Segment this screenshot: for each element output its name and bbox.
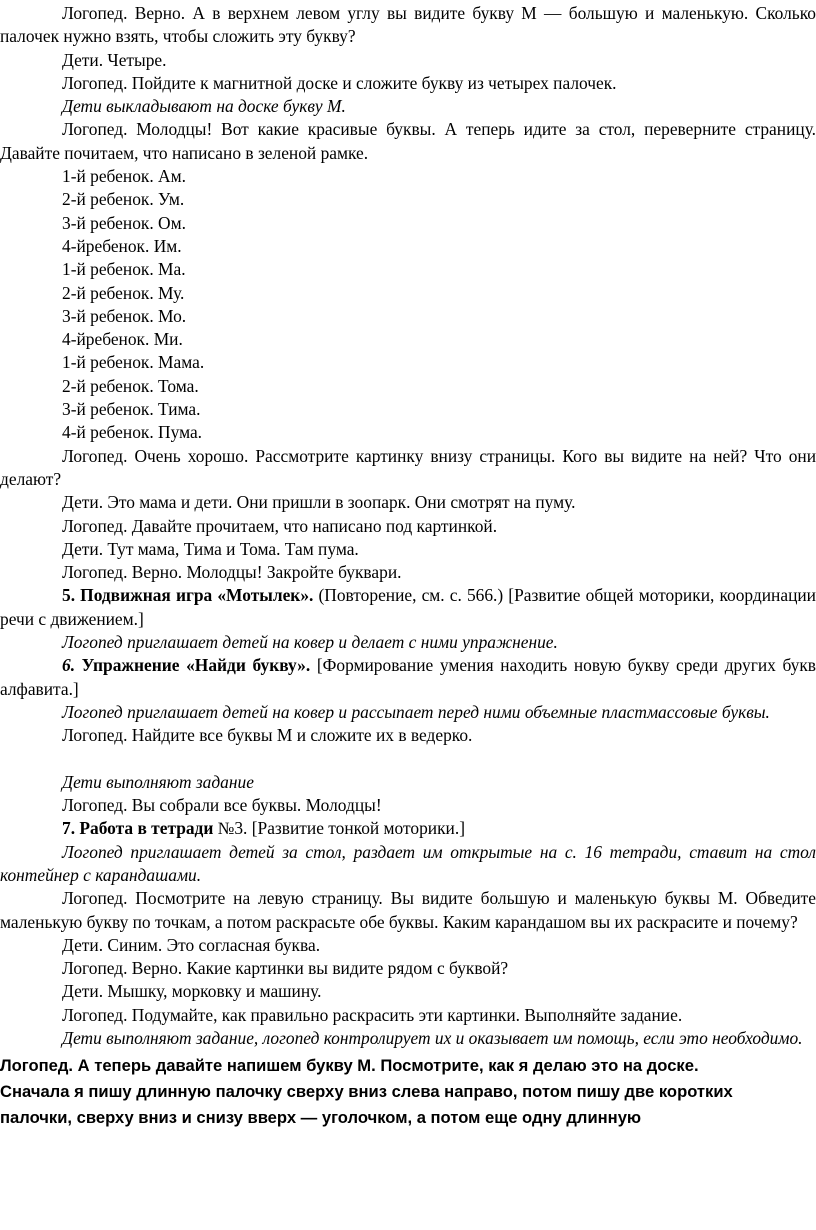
reading-line: 4-й ребенок. Пума.	[62, 422, 203, 443]
paragraph: Дети. Мышку, морковку и машину.	[62, 981, 322, 1002]
stage-direction: Логопед приглашает детей на ковер и рассыпает перед ними объемные пластмассовые буквы.	[62, 701, 770, 722]
section-5-heading: 5. Подвижная игра «Мотылек».	[62, 585, 314, 606]
section-6-heading: Упражнение «Найди букву».	[75, 655, 311, 676]
paragraph: Логопед. Очень хорошо. Рассмотрите картинку внизу страницы. Кого вы видите на ней? Что они делают?	[0, 445, 816, 489]
final-line: Сначала я пишу длинную палочку сверху вниз слева направо, потом пишу две коротких	[0, 1082, 733, 1102]
section-5	[0, 584, 816, 631]
section-7-heading: 7. Работа в тетради	[62, 818, 214, 839]
reading-line: 1-й ребенок. Мама.	[62, 352, 205, 373]
section-7-text: . [Развитие тонкой моторики.]	[243, 818, 465, 839]
section-6	[0, 654, 816, 701]
reading-line: 4-йребенок. Ми.	[62, 329, 183, 350]
document-page	[0, 2, 816, 1130]
reading-line: 2-й ребенок. Ум.	[62, 189, 185, 210]
paragraph: Логопед. Пойдите к магнитной доске и сложите букву из четырех палочек.	[62, 72, 617, 93]
section-7	[0, 817, 816, 840]
section-6-text: [Формирование умения находить новую букву среди других букв алфавита.]	[0, 655, 816, 699]
stage-direction: Логопед приглашает детей за стол, раздает им открытые на с. 16 тетради, ставит на стол контейнер с карандашами.	[0, 841, 816, 885]
stage-direction: Дети выкладывают на доске букву М.	[62, 96, 346, 117]
paragraph: Логопед. Найдите все буквы М и сложите их в ведерко.	[62, 725, 473, 746]
section-6-number: 6.	[62, 655, 76, 676]
paragraph: Логопед. Давайте прочитаем, что написано под картинкой.	[62, 515, 498, 536]
reading-line: 3-й ребенок. Ом.	[62, 212, 186, 233]
paragraph: Логопед. Молодцы! Вот какие красивые буквы. А теперь идите за стол, переверните страницу. Давайте почитаем, что написано в зеленой рамке.	[0, 119, 816, 163]
reading-line: 2-й ребенок. Тома.	[62, 375, 199, 396]
paragraph: Логопед. Подумайте, как правильно раскрасить эти картинки. Выполняйте задание.	[62, 1004, 683, 1025]
final-line: палочки, сверху вниз и снизу вверх — уголочком, а потом еще одну длинную	[0, 1107, 642, 1127]
reading-line: 1-й ребенок. Ма.	[62, 259, 186, 280]
paragraph: Логопед. Вы собрали все буквы. Молодцы!	[62, 795, 382, 816]
section-7-number: №3	[213, 818, 244, 839]
final-paragraph	[0, 1053, 816, 1130]
paragraph: Логопед. Верно. А в верхнем левом углу вы видите букву М — большую и маленькую. Сколько палочек нужно взять, чтобы сложить эту букву?	[0, 3, 816, 47]
blank-line	[0, 748, 816, 771]
paragraph: Дети. Тут мама, Тима и Тома. Там пума.	[62, 538, 359, 559]
reading-line: 3-й ребенок. Тима.	[62, 399, 201, 420]
stage-direction: Логопед приглашает детей на ковер и делает с ними упражнение.	[62, 632, 558, 653]
paragraph: Логопед. Верно. Какие картинки вы видите рядом с буквой?	[62, 958, 509, 979]
paragraph: Логопед. Верно. Молодцы! Закройте буквари.	[62, 562, 402, 583]
section-5-text: (Повторение, см. с. 566.) [Развитие общей моторики, координации речи с движением.]	[0, 585, 816, 629]
reading-line: 3-й ребенок. Мо.	[62, 305, 187, 326]
stage-direction: Дети выполняют задание, логопед контролирует их и оказывает им помощь, если это необходимо.	[62, 1028, 803, 1049]
paragraph: Дети. Это мама и дети. Они пришли в зоопарк. Они смотрят на пуму.	[62, 492, 576, 513]
reading-line: 1-й ребенок. Ам.	[62, 166, 186, 187]
reading-line: 4-йребенок. Им.	[62, 235, 182, 256]
paragraph: Логопед. Посмотрите на левую страницу. Вы видите большую и маленькую буквы М. Обведите маленькую букву по точкам, а потом раскрасьте обе буквы. Каким карандашом вы их раскрасите и почему?	[0, 888, 816, 932]
paragraph: Дети. Синим. Это согласная буква.	[62, 934, 321, 955]
paragraph: Дети. Четыре.	[62, 49, 167, 70]
stage-direction: Дети выполняют задание	[62, 771, 254, 792]
reading-line: 2-й ребенок. Му.	[62, 282, 185, 303]
final-line: Логопед. А теперь давайте напишем букву М. Посмотрите, как я делаю это на доске.	[0, 1056, 699, 1076]
